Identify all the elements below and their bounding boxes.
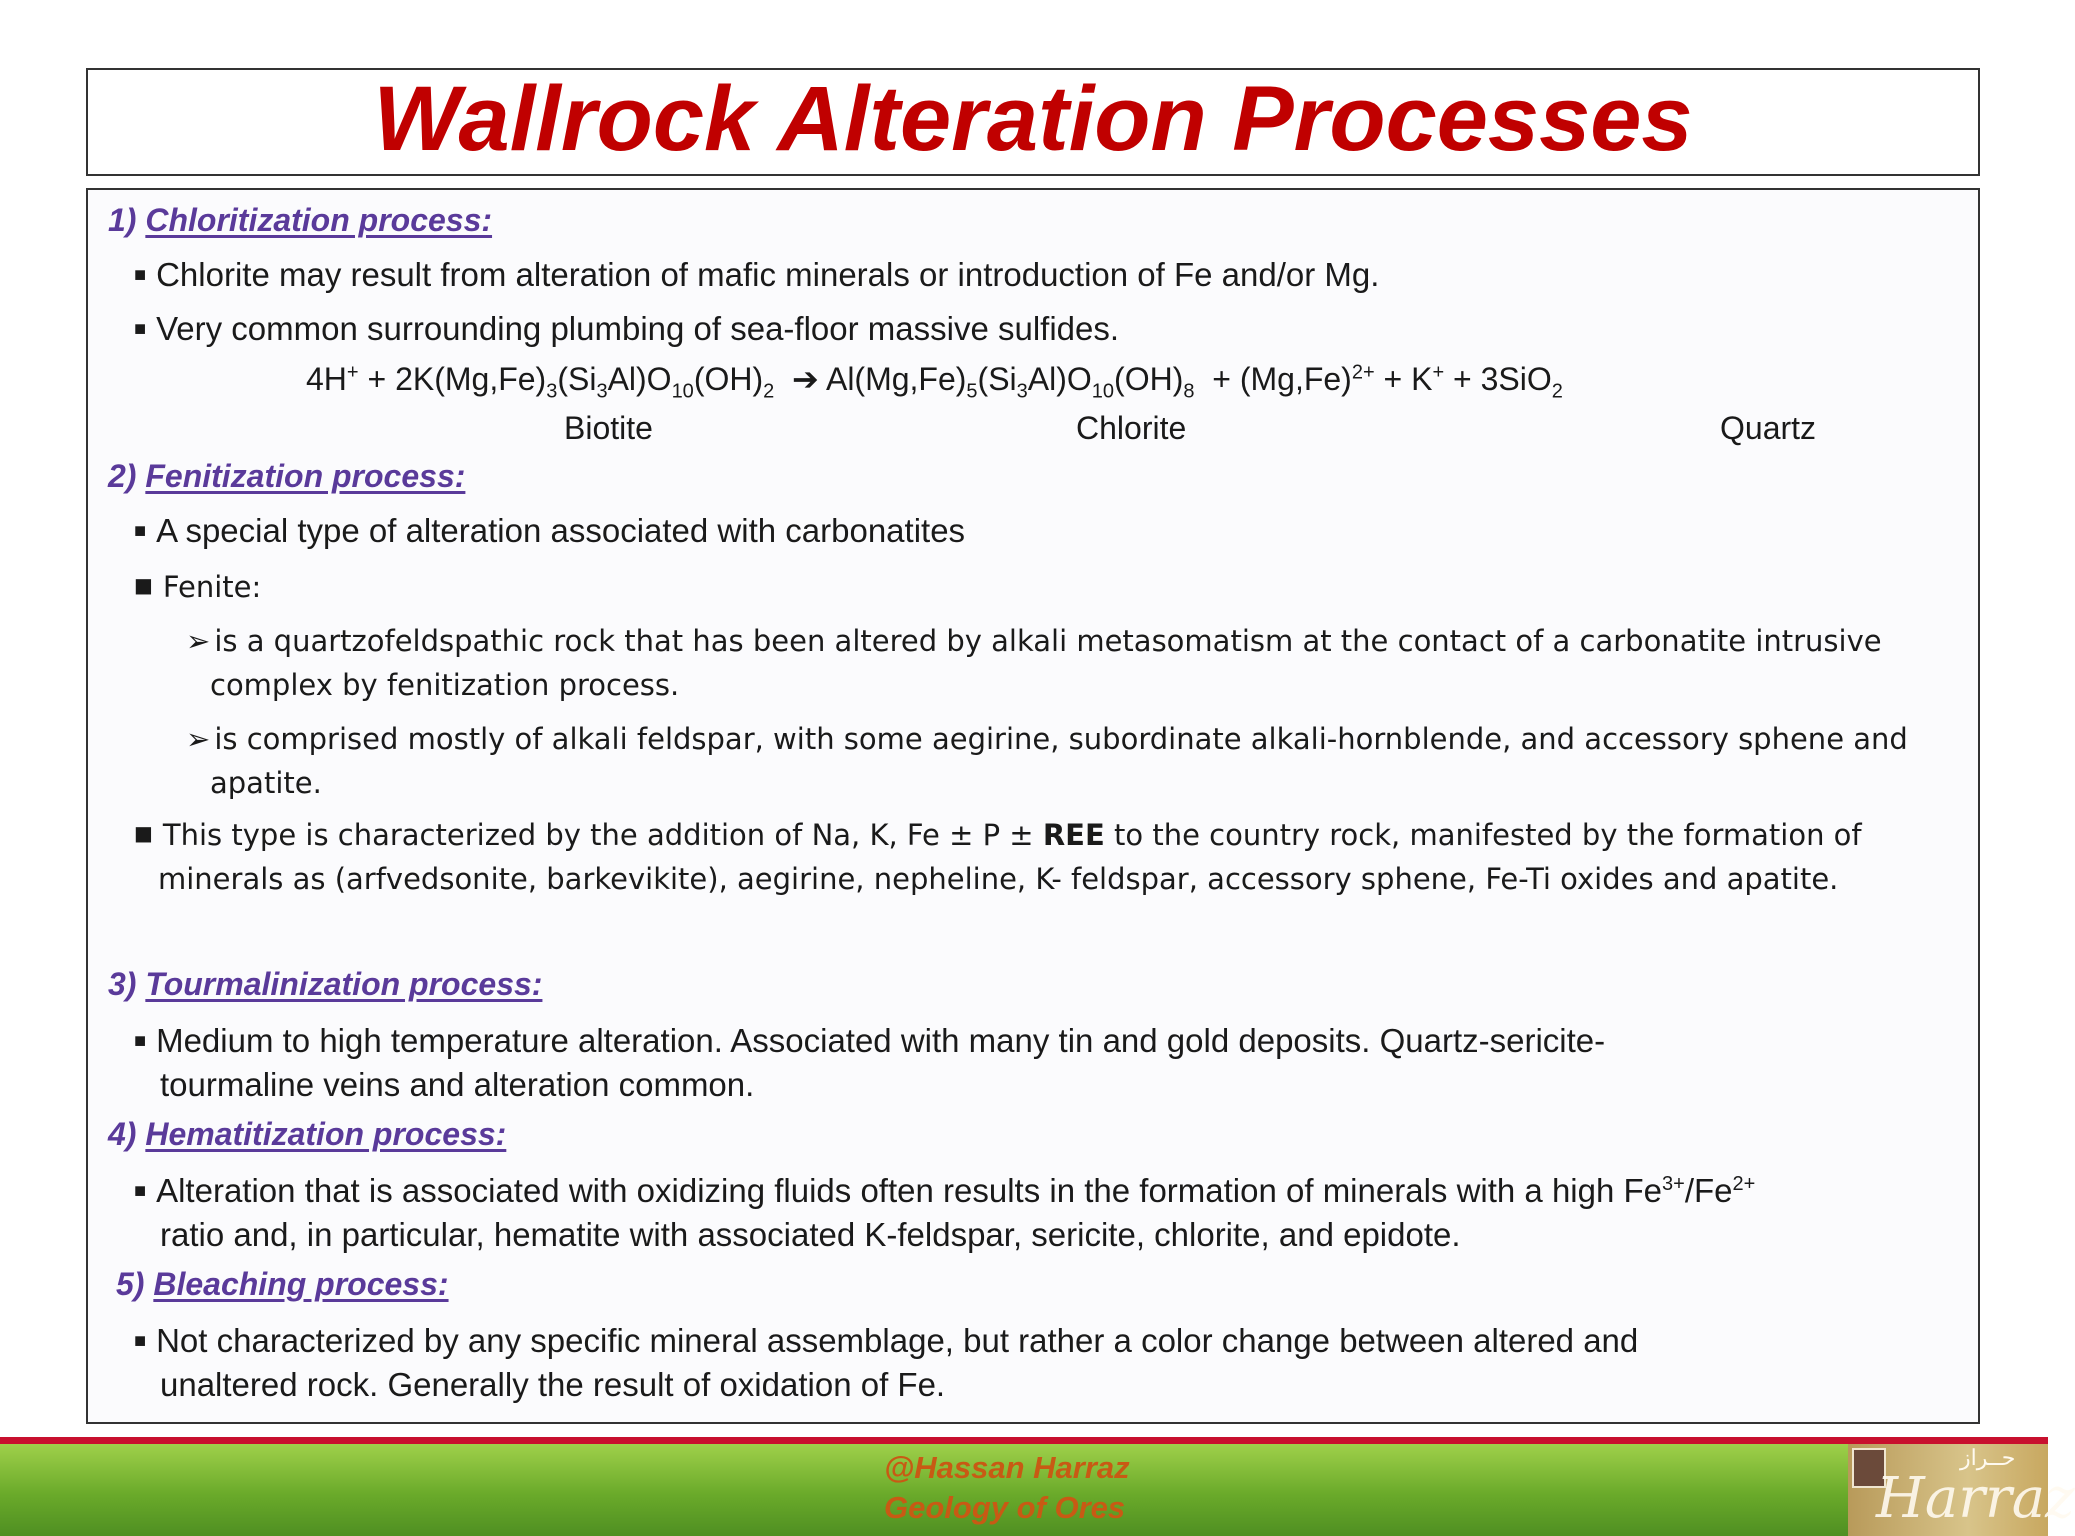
section-1-title: Chloritization process: bbox=[145, 202, 493, 238]
section-5-heading bbox=[116, 1266, 449, 1303]
section-4-heading bbox=[108, 1116, 506, 1153]
section-3-heading bbox=[108, 966, 542, 1003]
fenite-sub-bullet-2-line-1 bbox=[186, 722, 1908, 756]
label-chlorite: Chlorite bbox=[1076, 410, 1187, 446]
footer-credit bbox=[884, 1448, 1184, 1528]
fenite-sub-bullet-1-text: is a quartzofeldspathic rock that has been altered by alkali metasomatism at the contact of a carbonatite intrusive bbox=[214, 624, 1882, 658]
square-bullet-icon: ■ bbox=[134, 1330, 147, 1352]
ree-bold-text: REE bbox=[1042, 818, 1105, 852]
arrow-bullet-icon: ➢ bbox=[186, 624, 211, 658]
section-2-number: 2) bbox=[108, 458, 146, 494]
section-2-bullet-2-text: Fenite: bbox=[162, 570, 262, 604]
logo-arabic-text: حــراز bbox=[1960, 1446, 2016, 1471]
section-5-bullet-line-2: unaltered rock. Generally the result of oxidation of Fe. bbox=[160, 1366, 946, 1403]
section-4-bullet-text: Alteration that is associated with oxidizing fluids often results in the formation of minerals with a high Fe bbox=[156, 1172, 1663, 1209]
section-1-number: 1) bbox=[108, 202, 146, 238]
reaction-arrow-icon: ➔ bbox=[792, 361, 819, 397]
fenite-sub-bullet-1-line-1 bbox=[186, 624, 1882, 658]
section-4-title: Hematitization process: bbox=[145, 1116, 507, 1152]
section-3-title: Tourmalinization process: bbox=[145, 966, 543, 1002]
square-bullet-icon: ■ bbox=[134, 318, 147, 340]
logo-signature-text: Harraz bbox=[1876, 1466, 2075, 1531]
square-bullet-icon: ■ bbox=[134, 264, 147, 286]
section-5-title: Bleaching process: bbox=[153, 1266, 449, 1302]
section-2-bullet-3-line-2: minerals as (arfvedsonite, barkevikite), aegirine, nepheline, K- feldspar, accessory sphene, Fe-Ti oxides and apatite. bbox=[158, 862, 1839, 896]
section-2-bullet-3-post: to the country rock, manifested by the formation of bbox=[1104, 818, 1862, 852]
fenite-sub-bullet-2-text: is comprised mostly of alkali feldspar, with some aegirine, subordinate alkali-hornblende, and accessory sphene and bbox=[214, 722, 1908, 756]
section-2-heading bbox=[108, 458, 465, 495]
slide-title: Wallrock Alteration Processes bbox=[373, 67, 1693, 170]
section-4-number: 4) bbox=[108, 1116, 146, 1152]
section-3-number: 3) bbox=[108, 966, 146, 1002]
section-1-bullet-2-text: Very common surrounding plumbing of sea-floor massive sulfides. bbox=[156, 310, 1120, 347]
section-2-bullet-2 bbox=[134, 570, 261, 604]
chemical-equation: $4H^+ + 2K(Mg,Fe)_3(Si_3Al)O_{10}(OH)_2$ ➔ $Al(Mg,Fe)_5(Si_3Al)O_{10}(OH)_8 + (Mg,Fe)^{2+} + K^+ + 3SiO_2$ bbox=[306, 361, 1563, 403]
section-4-bullet-line-1: ■ Alteration that is associated with oxidizing fluids often results in the formation of minerals with a high $Fe^{3+}/Fe^{2+}$ bbox=[134, 1172, 1756, 1209]
title-box bbox=[86, 68, 1980, 176]
footer-course: Geology of Ores bbox=[884, 1490, 1126, 1525]
square-bullet-icon: ■ bbox=[134, 520, 147, 542]
section-2-bullet-1 bbox=[134, 512, 965, 550]
section-1-bullet-1 bbox=[134, 256, 1379, 294]
square-bullet-icon: ■ bbox=[134, 1180, 147, 1202]
section-1-bullet-2 bbox=[134, 310, 1119, 348]
section-2-bullet-3-pre: This type is characterized by the addition of Na, K, Fe ± P ± bbox=[162, 818, 1043, 852]
footer-red-line bbox=[0, 1437, 2048, 1444]
fenite-sub-bullet-2-line-2: apatite. bbox=[210, 766, 322, 800]
section-1-bullet-1-text: Chlorite may result from alteration of mafic minerals or introduction of Fe and/or Mg. bbox=[156, 256, 1380, 293]
section-3-bullet-text: Medium to high temperature alteration. Associated with many tin and gold deposits. Quartz-sericite- bbox=[156, 1022, 1606, 1059]
arrow-bullet-icon: ➢ bbox=[186, 722, 211, 756]
section-2-bullet-1-text: A special type of alteration associated with carbonatites bbox=[156, 512, 966, 549]
section-4-bullet-line-2: ratio and, in particular, hematite with associated K-feldspar, sericite, chlorite, and epidote. bbox=[160, 1216, 1461, 1253]
footer-author: @Hassan Harraz bbox=[884, 1450, 1130, 1485]
section-5-bullet-line-1 bbox=[134, 1322, 1638, 1360]
section-2-bullet-3-line-1 bbox=[134, 818, 1862, 852]
label-quartz: Quartz bbox=[1720, 410, 1817, 446]
label-biotite: Biotite bbox=[564, 410, 653, 446]
fenite-sub-bullet-1-line-2: complex by fenitization process. bbox=[210, 668, 680, 702]
square-bullet-icon: ■ bbox=[134, 573, 153, 597]
section-1-heading bbox=[108, 202, 492, 239]
section-2-title: Fenitization process: bbox=[145, 458, 466, 494]
square-bullet-icon: ■ bbox=[134, 821, 153, 845]
section-5-number: 5) bbox=[116, 1266, 154, 1302]
square-bullet-icon: ■ bbox=[134, 1030, 147, 1052]
section-3-bullet-line-2: tourmaline veins and alteration common. bbox=[160, 1066, 755, 1103]
section-5-bullet-text: Not characterized by any specific mineral assemblage, but rather a color change between altered and bbox=[156, 1322, 1639, 1359]
section-3-bullet-line-1 bbox=[134, 1022, 1605, 1060]
